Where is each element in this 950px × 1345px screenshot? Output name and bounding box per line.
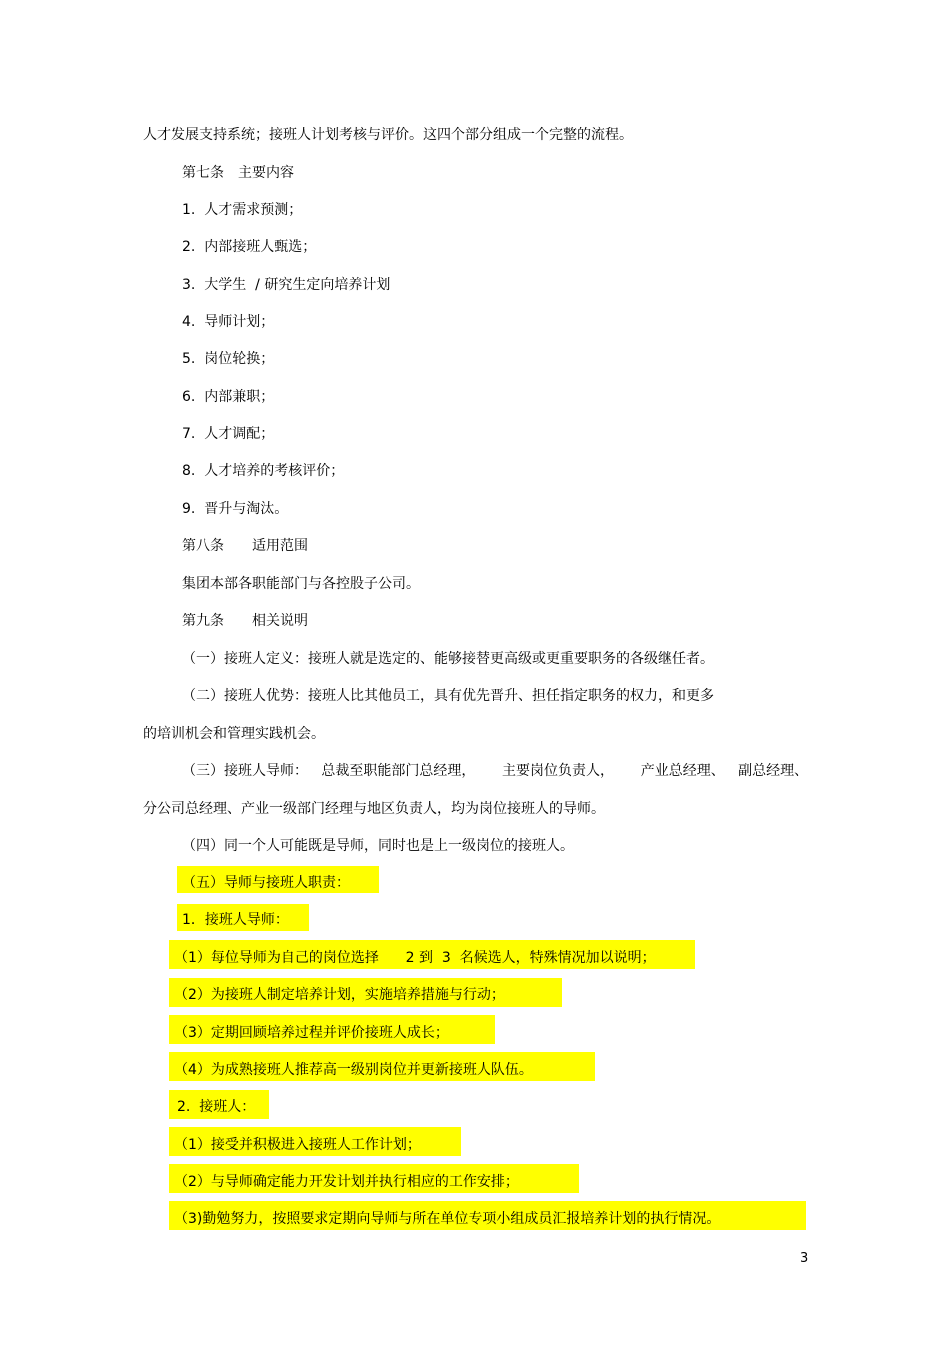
highlighted-text-line: （2）为接班人制定培养计划，实施培养措施与行动； bbox=[174, 987, 505, 1003]
body-text-line: 人才发展支持系统；接班人计划考核与评价。这四个部分组成一个完整的流程。 bbox=[143, 127, 633, 143]
article-heading: 第八条 适用范围 bbox=[182, 538, 308, 554]
list-item: 1. 人才需求预测； bbox=[182, 202, 303, 218]
list-item: 2. 内部接班人甄选； bbox=[182, 239, 317, 255]
highlighted-text-line: （五）导师与接班人职责： bbox=[182, 875, 350, 891]
list-item: 4. 导师计划； bbox=[182, 314, 275, 330]
highlighted-text-line: （3）定期回顾培养过程并评价接班人成长； bbox=[174, 1025, 449, 1041]
page-number: 3 bbox=[800, 1251, 809, 1266]
highlighted-text-line: （2）与导师确定能力开发计划并执行相应的工作安排； bbox=[174, 1174, 519, 1190]
body-text-line: （一）接班人定义：接班人就是选定的、能够接替更高级或更重要职务的各级继任者。 bbox=[182, 651, 714, 667]
list-item: 5. 岗位轮换； bbox=[182, 351, 275, 367]
highlighted-text-line: 1．接班人导师： bbox=[182, 912, 289, 928]
highlighted-text-line: （3)勤勉努力，按照要求定期向导师与所在单位专项小组成员汇报培养计划的执行情况。 bbox=[174, 1211, 721, 1227]
highlighted-text-line: （1）每位导师为自己的岗位选择 2 到 3 名候选人，特殊情况加以说明； bbox=[174, 950, 656, 966]
body-text-line: （二）接班人优势：接班人比其他员工，具有优先晋升、担任指定职务的权力，和更多 bbox=[182, 688, 714, 704]
list-item: 9. 晋升与淘汰。 bbox=[182, 501, 289, 517]
list-item: 3. 大学生 / 研究生定向培养计划 bbox=[182, 277, 391, 293]
body-text-line: （四）同一个人可能既是导师，同时也是上一级岗位的接班人。 bbox=[182, 838, 574, 854]
body-text-line: （三）接班人导师： 总裁至职能部门总经理， 主要岗位负责人， 产业总经理、 副总经理、 bbox=[182, 763, 809, 779]
list-item: 7. 人才调配； bbox=[182, 426, 275, 442]
highlighted-text-line: 2. 接班人： bbox=[177, 1099, 256, 1115]
highlighted-text-line: （4）为成熟接班人推荐高一级别岗位并更新接班人队伍。 bbox=[174, 1062, 533, 1078]
highlighted-text-line: （1）接受并积极进入接班人工作计划； bbox=[174, 1137, 421, 1153]
article-heading: 第九条 相关说明 bbox=[182, 613, 308, 629]
list-item: 6. 内部兼职； bbox=[182, 389, 275, 405]
body-text-line: 分公司总经理、产业一级部门经理与地区负责人，均为岗位接班人的导师。 bbox=[143, 801, 605, 817]
body-text-line: 集团本部各职能部门与各控股子公司。 bbox=[182, 576, 420, 592]
article-heading: 第七条 主要内容 bbox=[182, 165, 294, 181]
body-text-line: 的培训机会和管理实践机会。 bbox=[143, 726, 325, 742]
list-item: 8. 人才培养的考核评价； bbox=[182, 463, 345, 479]
